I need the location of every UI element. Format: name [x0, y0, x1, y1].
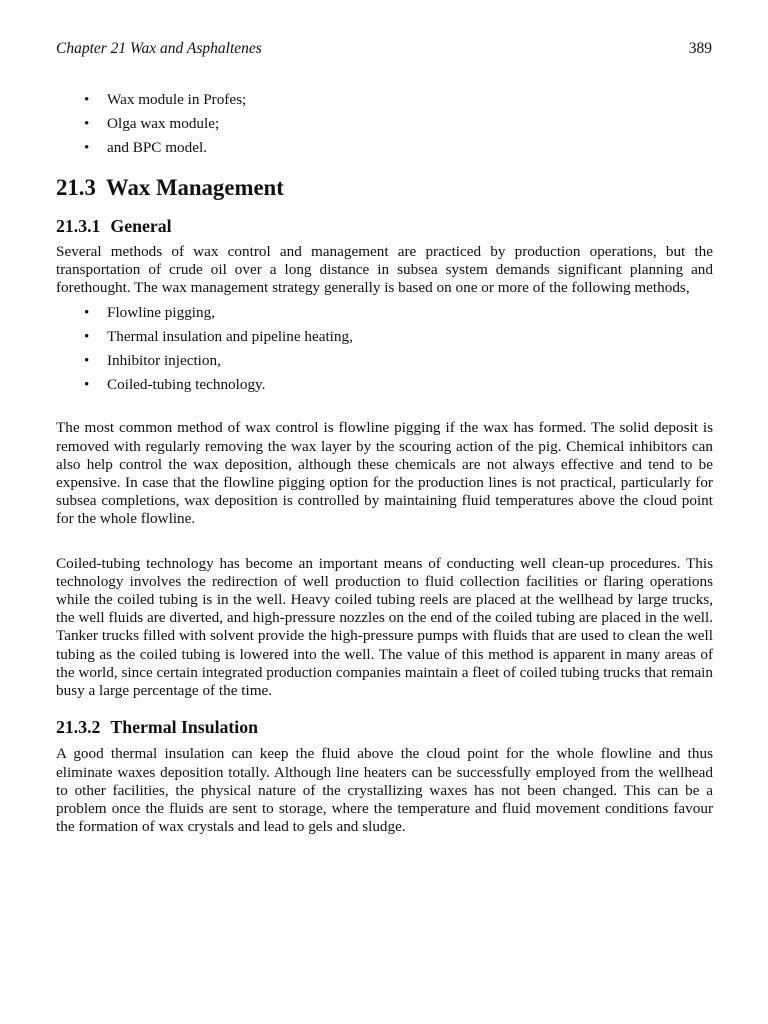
section-heading-wax-management	[56, 174, 713, 200]
list-item: • and BPC model.	[84, 139, 207, 157]
subsection-number: 21.3.1	[56, 215, 101, 236]
page-content	[56, 91, 713, 837]
general-intro-paragraph: Several methods of wax control and management are practiced by production operations, but the transportation of crude oil over a long distance in subsea system demands significant planning and forethought. The wax management strategy generally is based on one or more of the following methods,	[56, 243, 713, 297]
bullet-icon: •	[84, 327, 90, 345]
bullet-icon: •	[84, 303, 90, 321]
subsection-heading-general	[56, 217, 713, 235]
section-number: 21.3	[56, 174, 96, 200]
bullet-icon: •	[84, 139, 90, 157]
list-item: • Wax module in Profes;	[84, 91, 247, 108]
section-title-text: Wax Management	[105, 174, 284, 200]
coiled-tubing-paragraph: Coiled-tubing technology has become an important means of conducting well clean-up procedures. This technology involves the redirection of well production to fluid collection facilities or flaring operations while the coiled tubing is in the well. Heavy coiled tubing reels are placed at the wellhead by large trucks, the well fluids are diverted, and high-pressure nozzles on the end of the coiled tubing are placed in the well. Tanker trucks filled with solvent provide the high-pressure pumps with fluids that are used to clean the well tubing as the coiled tubing is lowered into the well. The value of this method is apparent in many areas of the world, since certain integrated production companies maintain a fleet of coiled tubing trucks that remain busy a large percentage of the time.	[56, 554, 713, 700]
pigging-paragraph: The most common method of wax control is flowline pigging if the wax has formed. The solid deposit is removed with regularly removing the wax layer by the scouring action of the pig. Chemical inhibitors can also help control the wax deposition, although these chemicals are not always effective and tend to be expensive. In case that the flowline pigging option for the production lines is not practical, particularly for subsea completions, wax deposition is controlled by maintaining fluid temperatures above the cloud point for the whole flowline.	[56, 419, 713, 528]
bullet-icon: •	[84, 352, 90, 370]
subsection-number: 21.3.2	[56, 717, 101, 738]
wax-model-list	[56, 91, 713, 158]
chapter-title: Chapter 21 Wax and Asphaltenes	[56, 40, 262, 57]
list-item: • Coiled-tubing technology.	[84, 376, 266, 394]
running-header	[56, 40, 712, 62]
page-number: 389	[688, 40, 712, 57]
thermal-insulation-paragraph: A good thermal insulation can keep the fluid above the cloud point for the whole flowline and thus eliminate waxes deposition totally. Although line heaters can be successfully employed from the wellhead to other facilities, the physical nature of the crystallizing waxes has not been changed. This can be a problem once the fluids are sent to storage, where the temperature and fluid movement conditions favour the formation of wax crystals and lead to gels and sludge.	[56, 745, 713, 836]
bullet-icon: •	[84, 376, 90, 394]
bullet-icon: •	[84, 115, 90, 133]
list-item: • Olga wax module;	[84, 115, 220, 133]
list-item: • Flowline pigging,	[84, 303, 216, 321]
wax-management-methods-list	[56, 304, 713, 395]
subsection-title-text: General	[110, 215, 172, 236]
bullet-icon: •	[84, 91, 90, 108]
list-item: • Inhibitor injection,	[84, 352, 221, 370]
subsection-title-text: Thermal Insulation	[110, 717, 259, 738]
subsection-heading-thermal-insulation	[56, 718, 713, 736]
list-item: • Thermal insulation and pipeline heating,	[84, 327, 353, 345]
